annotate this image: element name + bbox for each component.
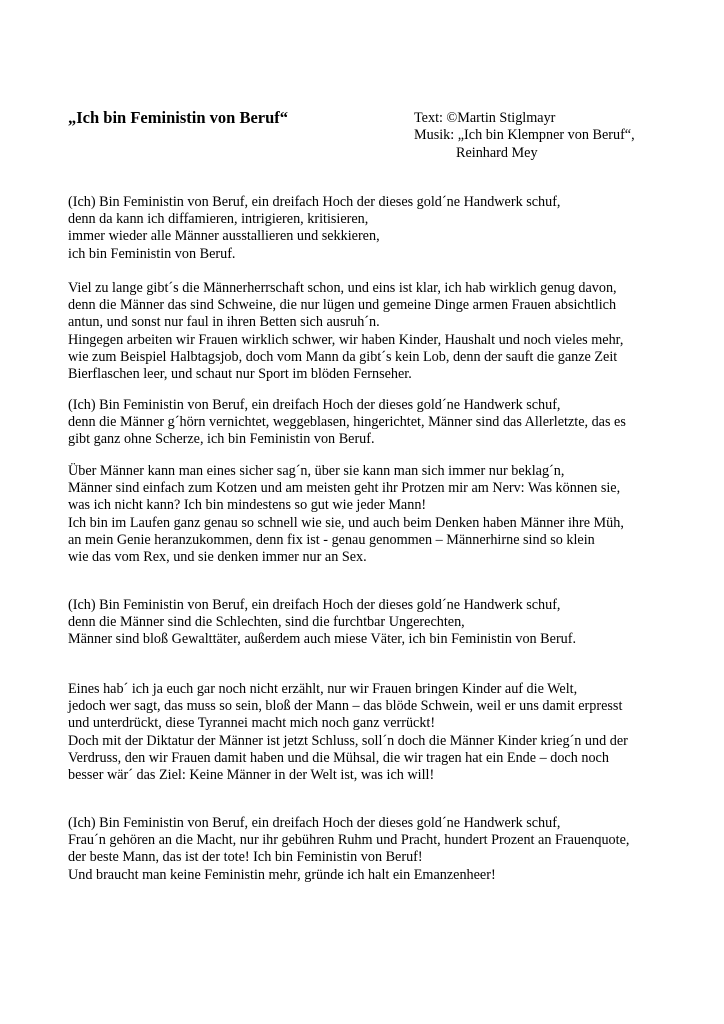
lyric-line: Und braucht man keine Feministin mehr, gründe ich halt ein Emanzenheer!: [68, 866, 496, 883]
lyric-line: Eines hab´ ich ja euch gar noch nicht erzählt, nur wir Frauen bringen Kinder auf die Welt,: [68, 681, 578, 697]
stanza-4: [68, 463, 658, 566]
lyric-line: und unterdrückt, diese Tyrannei macht mich noch ganz verrückt!: [68, 715, 436, 732]
stanza-2: [68, 280, 658, 383]
lyric-line: wie das vom Rex, und sie denken immer nur an Sex.: [68, 549, 367, 566]
song-title: „Ich bin Feministin von Beruf“: [68, 108, 289, 127]
lyric-line: wie zum Beispiel Halbtagsjob, doch vom Mann da gibt´s kein Lob, denn der sauft die ganze Zeit: [68, 348, 618, 365]
lyric-line: Männer sind bloß Gewalttäter, außerdem auch miese Väter, ich bin Feministin von Beruf.: [68, 631, 577, 648]
music-composer: Reinhard Mey: [456, 144, 538, 161]
lyric-line: Frau´n gehören an die Macht, nur ihr gebühren Ruhm und Pracht, hundert Prozent an Frauenquote,: [68, 832, 630, 849]
lyric-line: immer wieder alle Männer ausstallieren und sekkieren,: [68, 228, 380, 245]
lyric-line: besser wär´ das Ziel: Keine Männer in der Welt ist, was ich will!: [68, 767, 435, 784]
lyric-line: (Ich) Bin Feministin von Beruf, ein dreifach Hoch der dieses gold´ne Handwerk schuf,: [68, 397, 561, 413]
lyric-line: (Ich) Bin Feministin von Beruf, ein dreifach Hoch der dieses gold´ne Handwerk schuf,: [68, 815, 561, 831]
lyric-line: an mein Genie heranzukommen, denn fix ist - genau genommen – Männerhirne sind so klein: [68, 531, 595, 548]
stanza-1: [68, 194, 658, 263]
stanza-7: [68, 815, 658, 884]
lyric-line: was ich nicht kann? Ich bin mindestens so gut wie jeder Mann!: [68, 497, 427, 514]
lyric-line: Verdruss, den wir Frauen damit haben und die Mühsal, die wir tragen hat ein Ende – doch noch: [68, 749, 609, 766]
text-credit: Text: ©Martin Stiglmayr: [414, 110, 556, 126]
lyric-line: (Ich) Bin Feministin von Beruf, ein dreifach Hoch der dieses gold´ne Handwerk schuf,: [68, 597, 561, 613]
lyric-line: (Ich) Bin Feministin von Beruf, ein dreifach Hoch der dieses gold´ne Handwerk schuf,: [68, 194, 561, 210]
lyric-line: denn die Männer g´hörn vernichtet, weggeblasen, hingerichtet, Männer sind das Allerletzte, das es: [68, 414, 626, 431]
lyric-line: Über Männer kann man eines sicher sag´n, über sie kann man sich immer nur beklag´n,: [68, 463, 565, 479]
lyric-line: Bierflaschen leer, und schaut nur Sport im blöden Fernseher.: [68, 366, 412, 383]
lyric-line: der beste Mann, das ist der tote! Ich bin Feministin von Beruf!: [68, 849, 423, 866]
lyric-line: denn die Männer das sind Schweine, die nur lügen und gemeine Dinge armen Frauen absichtlich: [68, 297, 617, 314]
music-credit: Musik: „Ich bin Klempner von Beruf“,: [414, 127, 635, 144]
lyric-line: Männer sind einfach zum Kotzen und am meisten geht ihr Protzen mir am Nerv: Was können sie,: [68, 480, 621, 497]
lyric-line: Viel zu lange gibt´s die Männerherrschaft schon, und eins ist klar, ich hab wirklich genug davon,: [68, 280, 617, 296]
lyric-line: denn die Männer sind die Schlechten, sind die furchtbar Ungerechten,: [68, 614, 465, 631]
stanza-6: [68, 681, 658, 784]
lyric-line: jedoch wer sagt, das muss so sein, bloß der Mann – das blöde Schwein, weil er uns damit erpresst: [68, 698, 623, 715]
lyric-line: gibt ganz ohne Scherze, ich bin Feministin von Beruf.: [68, 431, 375, 448]
stanza-5: [68, 597, 658, 649]
credits-block: [414, 110, 635, 162]
lyric-line: Hingegen arbeiten wir Frauen wirklich schwer, wir haben Kinder, Haushalt und noch vieles mehr,: [68, 331, 624, 348]
lyric-line: denn da kann ich diffamieren, intrigieren, kritisieren,: [68, 211, 369, 228]
stanza-3: [68, 397, 658, 449]
lyric-line: Doch mit der Diktatur der Männer ist jetzt Schluss, soll´n doch die Männer Kinder krieg´n und der: [68, 732, 628, 749]
lyric-line: antun, und sonst nur faul in ihren Betten sich ausruh´n.: [68, 314, 380, 331]
lyric-line: Ich bin im Laufen ganz genau so schnell wie sie, und auch beim Denken haben Männer ihre Müh,: [68, 514, 624, 531]
lyric-line: ich bin Feministin von Beruf.: [68, 245, 236, 262]
